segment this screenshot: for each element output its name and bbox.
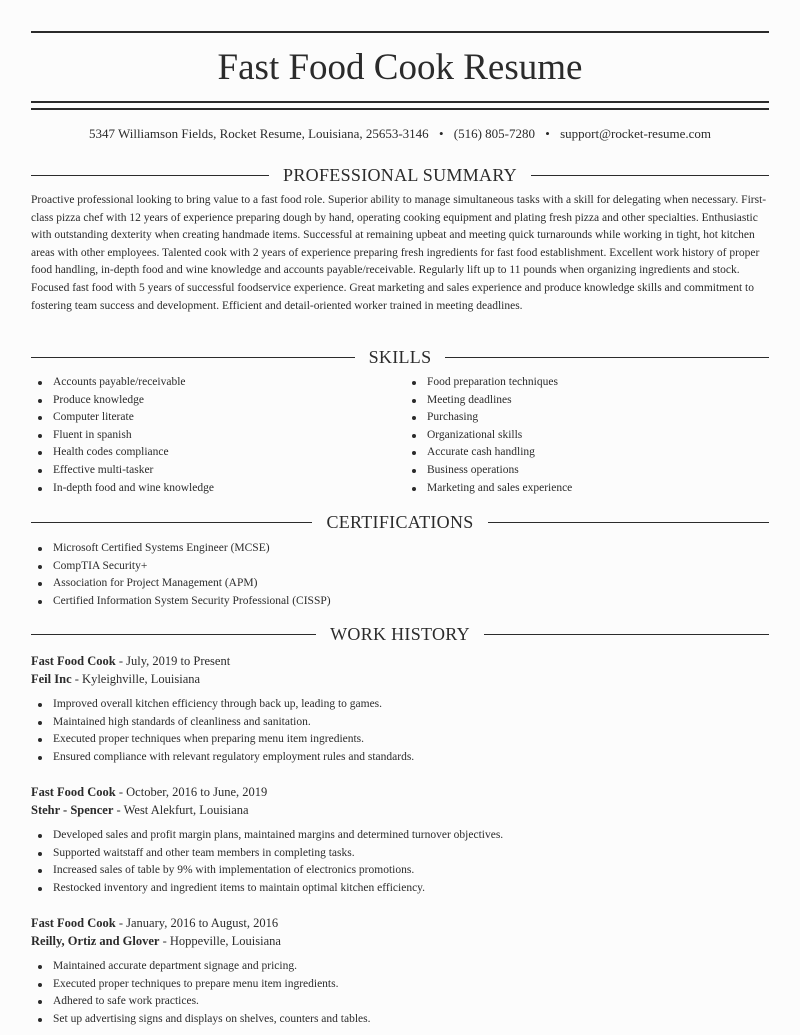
- job-bullets: [31, 958, 769, 1028]
- job-entry: [31, 914, 769, 1028]
- job-bullet: Adhered to safe work practices.: [31, 993, 769, 1011]
- skill-item: Meeting deadlines: [405, 392, 765, 410]
- section-header-summary: [31, 163, 769, 187]
- job-title: Fast Food Cook: [31, 654, 116, 668]
- certification-item: CompTIA Security+: [31, 558, 331, 576]
- section-title: SKILLS: [368, 346, 432, 367]
- skill-item: Business operations: [405, 462, 765, 480]
- certifications-list: [31, 540, 331, 610]
- job-company-line: [31, 801, 769, 819]
- skill-item: Computer literate: [31, 409, 391, 427]
- job-bullet: Maintained high standards of cleanliness and sanitation.: [31, 714, 769, 732]
- job-bullet: Improved overall kitchen efficiency through back up, leading to games.: [31, 696, 769, 714]
- skill-item: Produce knowledge: [31, 392, 391, 410]
- certification-item: Certified Information System Security Professional (CISSP): [31, 593, 331, 611]
- job-title: Fast Food Cook: [31, 785, 116, 799]
- section-rule: [445, 357, 769, 358]
- skill-item: Effective multi-tasker: [31, 462, 391, 480]
- job-title-line: [31, 914, 769, 932]
- section-title: CERTIFICATIONS: [326, 511, 474, 532]
- job-bullet: Executed proper techniques to prepare menu item ingredients.: [31, 976, 769, 994]
- job-title-line: [31, 783, 769, 801]
- skill-item: Accurate cash handling: [405, 444, 765, 462]
- skill-item: Fluent in spanish: [31, 427, 391, 445]
- section-rule: [31, 522, 312, 523]
- skills-list-left: [31, 374, 391, 497]
- section-title: PROFESSIONAL SUMMARY: [283, 164, 517, 185]
- job-company-line: [31, 932, 769, 950]
- job-dates: - July, 2019 to Present: [115, 654, 231, 668]
- section-header-certifications: [31, 510, 769, 534]
- skill-item: Marketing and sales experience: [405, 480, 765, 498]
- section-rule: [488, 522, 769, 523]
- section-header-work-history: [31, 622, 769, 646]
- job-dates: - January, 2016 to August, 2016: [115, 916, 279, 930]
- job-bullet: Supported waitstaff and other team members in completing tasks.: [31, 845, 769, 863]
- job-title: Fast Food Cook: [31, 916, 116, 930]
- job-bullet: Executed proper techniques when preparing menu item ingredients.: [31, 731, 769, 749]
- contact-address: 5347 Williamson Fields, Rocket Resume, Louisiana, 25653-3146: [88, 126, 429, 141]
- title-double-rule: [31, 101, 769, 110]
- job-bullet: Increased sales of table by 9% with implementation of electronics promotions.: [31, 862, 769, 880]
- job-bullet: Restocked inventory and ingredient items to maintain optimal kitchen efficiency.: [31, 880, 769, 898]
- job-company: Stehr - Spencer: [31, 803, 114, 817]
- job-bullet: Ensured compliance with relevant regulatory employment rules and standards.: [31, 749, 769, 767]
- certification-item: Microsoft Certified Systems Engineer (MCSE): [31, 540, 331, 558]
- contact-email: support@rocket-resume.com: [560, 126, 712, 141]
- contact-phone: (516) 805-7280: [453, 126, 535, 141]
- skill-item: Food preparation techniques: [405, 374, 765, 392]
- section-rule: [531, 175, 769, 176]
- job-entry: [31, 652, 769, 766]
- job-location: - Kyleighville, Louisiana: [71, 672, 201, 686]
- job-bullet: Set up advertising signs and displays on shelves, counters and tables.: [31, 1011, 769, 1029]
- summary-paragraph: Proactive professional looking to bring value to a fast food role. Superior ability to manage simultaneous tasks with a skill for delegating when necessary. First-class pizza chef with 12 years of experience preparing dough by hand, operating cooking equipment and plating fresh pizza and other specialties. Enthusiastic with outstanding dexterity when creating handmade items. Successful at remaining upbeat and meeting quick turnarounds while working in tight, hot kitchen areas with other employees. Talented cook with 2 years of experience preparing fresh ingredients for fast food establishment. Excellent work history of proper food handling, in-depth food and wine knowledge and accounts payable/receivable. Regularly lift up to 11 pounds when organizing ingredients and stock. Focused fast food with 5 years of successful foodservice experience. Great marketing and sales experience and produce knowledge skills and commitment to fostering team success and development. Efficient and detail-oriented worker trained in meeting deadlines.: [31, 194, 767, 312]
- skill-item: Accounts payable/receivable: [31, 374, 391, 392]
- section-rule: [484, 634, 769, 635]
- job-bullet: Developed sales and profit margin plans, maintained margins and determined turnover objectives.: [31, 827, 769, 845]
- job-title-line: [31, 652, 769, 670]
- job-entry: [31, 783, 769, 897]
- skill-item: Purchasing: [405, 409, 765, 427]
- contact-separator: •: [438, 126, 444, 141]
- job-company: Reilly, Ortiz and Glover: [31, 934, 160, 948]
- skill-item: In-depth food and wine knowledge: [31, 480, 391, 498]
- job-bullets: [31, 696, 769, 766]
- skills-list-right: [405, 374, 765, 497]
- skill-item: Organizational skills: [405, 427, 765, 445]
- job-dates: - October, 2016 to June, 2019: [115, 785, 268, 799]
- job-bullet: Maintained accurate department signage and pricing.: [31, 958, 769, 976]
- contact-line: [0, 125, 800, 143]
- section-rule: [31, 634, 316, 635]
- section-title: WORK HISTORY: [330, 623, 470, 644]
- page-title: Fast Food Cook Resume: [217, 47, 583, 88]
- section-rule: [31, 357, 355, 358]
- job-bullets: [31, 827, 769, 897]
- section-rule: [31, 175, 269, 176]
- job-location: - Hoppeville, Louisiana: [159, 934, 281, 948]
- certification-item: Association for Project Management (APM): [31, 575, 331, 593]
- job-location: - West Alekfurt, Louisiana: [113, 803, 249, 817]
- job-company-line: [31, 670, 769, 688]
- top-rule: [31, 31, 769, 33]
- contact-separator: •: [545, 126, 550, 141]
- skill-item: Health codes compliance: [31, 444, 391, 462]
- section-header-skills: [31, 345, 769, 369]
- job-company: Feil Inc: [31, 672, 72, 686]
